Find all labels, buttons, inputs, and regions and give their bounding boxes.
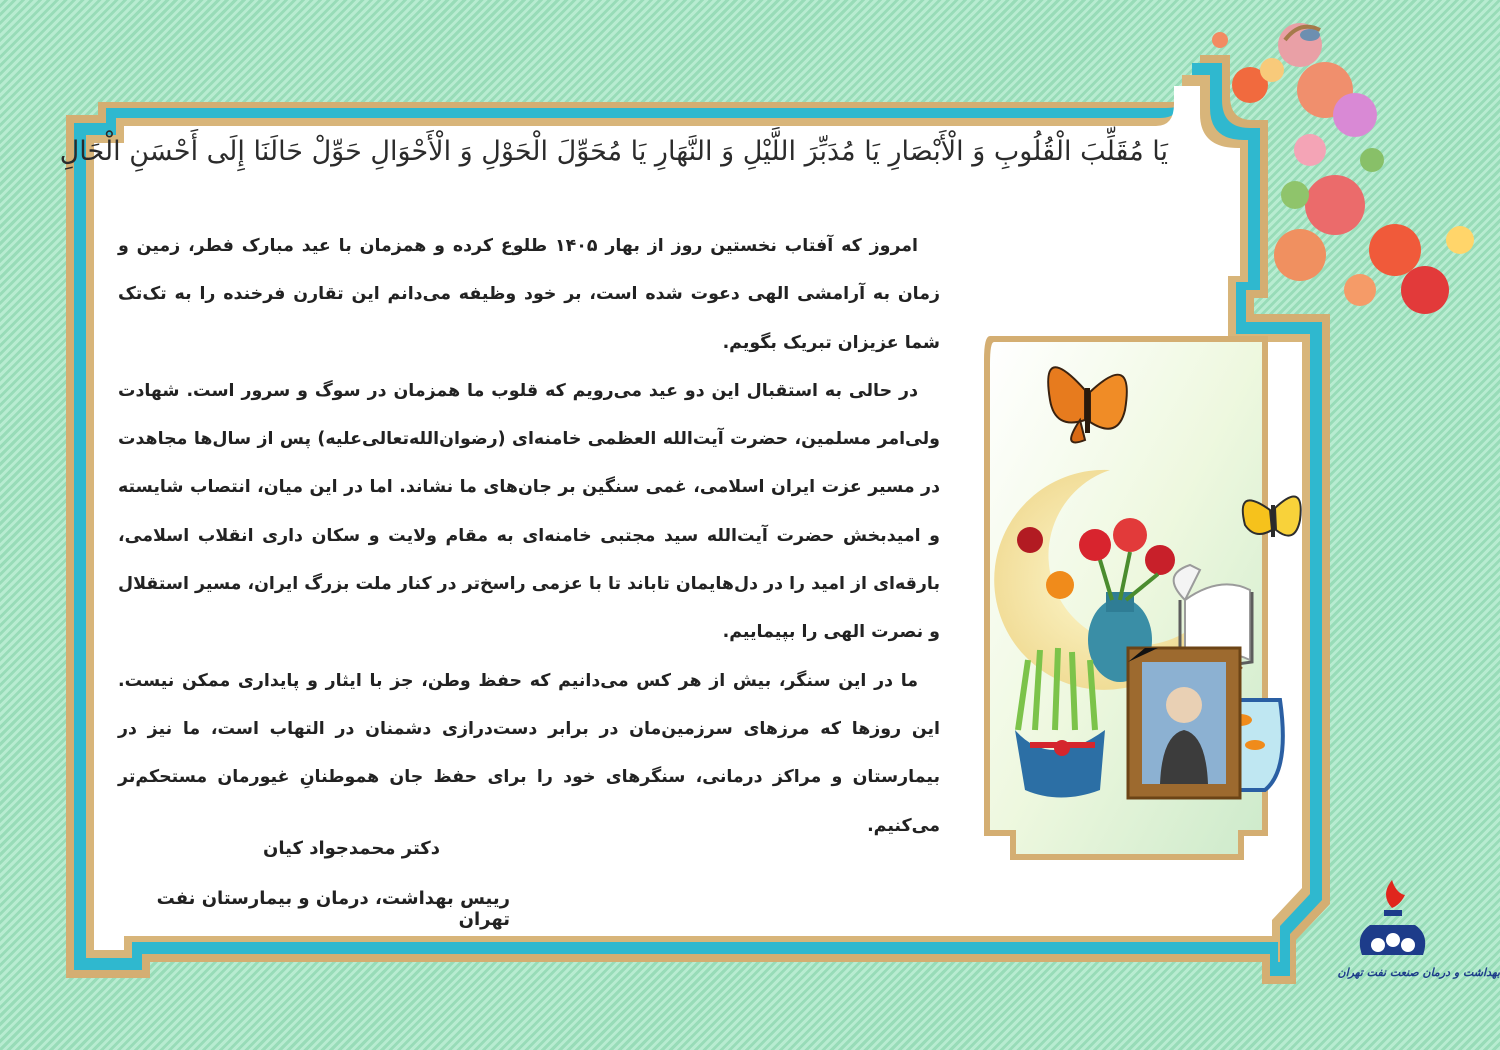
verse-heading: يَا مُقَلِّبَ الْقُلُوبِ وَ الْأَبْصَارِ يَا مُدَبِّرَ اللَّيْلِ وَ النَّهَارِ يَا مُحَوِّلَ الْحَوْلِ وَ الْأَحْوَالِ حَوِّلْ حَالَنَا إِلَى أَحْسَنِ الْحَالِ: [59, 136, 1168, 167]
letter-body: [118, 222, 940, 850]
letter-paragraph: ما در این سنگر، بیش از هر کس می‌دانیم که حفظ وطن، جز با ایثار و پایداری ممکن نیست. این روزها که مرزهای سرزمین‌مان در برابر دست‌درازی دشمنان در التهاب است، ما نیز در بیمارستان و مراکز درمانی، سنگرهای خود را برای حفظ جان هموطنانِ غیورمان مستحکم‌تر می‌کنیم.: [118, 670, 940, 836]
portrait-frame-icon: [1128, 648, 1240, 798]
illustration-panel: [984, 336, 1301, 860]
letter-paragraph: امروز که آفتاب نخستین روز از بهار ۱۴۰۵ طلوع کرده و همزمان با عید مبارک فطر، زمین و زمان به آرامشی الهی دعوت شده است، بر خود وظیفه می‌دانم این تقارن فرخنده را به تک‌تک شما عزیزان تبریک بگویم.: [118, 236, 940, 353]
oil-industry-health-logo-icon: [1360, 880, 1425, 955]
logo-caption: بهداشت و درمان صنعت نفت تهران: [1337, 966, 1500, 979]
letter-paragraph: در حالی به استقبال این دو عید می‌رویم که قلوب ما همزمان در سوگ و سرور است. شهادت ولی‌امر مسلمین، حضرت آیت‌الله العظمی خامنه‌ای (رضوان‌الله‌تعالی‌علیه) پس از سال‌ها مجاهدت در مسیر عزت ایران اسلامی، غمی سنگین بر جان‌های ما نشاند. اما در این میان، انتصاب شایسته و امیدبخش حضرت آیت‌الله سید مجتبی خامنه‌ای به مقام ولایت و سکان داری انقلاب اسلامی، بارقه‌ای از امید را در دل‌هایمان تاباند تا با عزمی راسخ‌تر در کنار ملت بزرگ ایران، مسیر استقلال و نصرت الهی را بپیماییم.: [118, 380, 940, 643]
signature-title: رییس بهداشت، درمان و بیمارستان نفت تهران: [156, 888, 510, 930]
signature-name: دکتر محمدجواد کیان: [263, 838, 440, 859]
